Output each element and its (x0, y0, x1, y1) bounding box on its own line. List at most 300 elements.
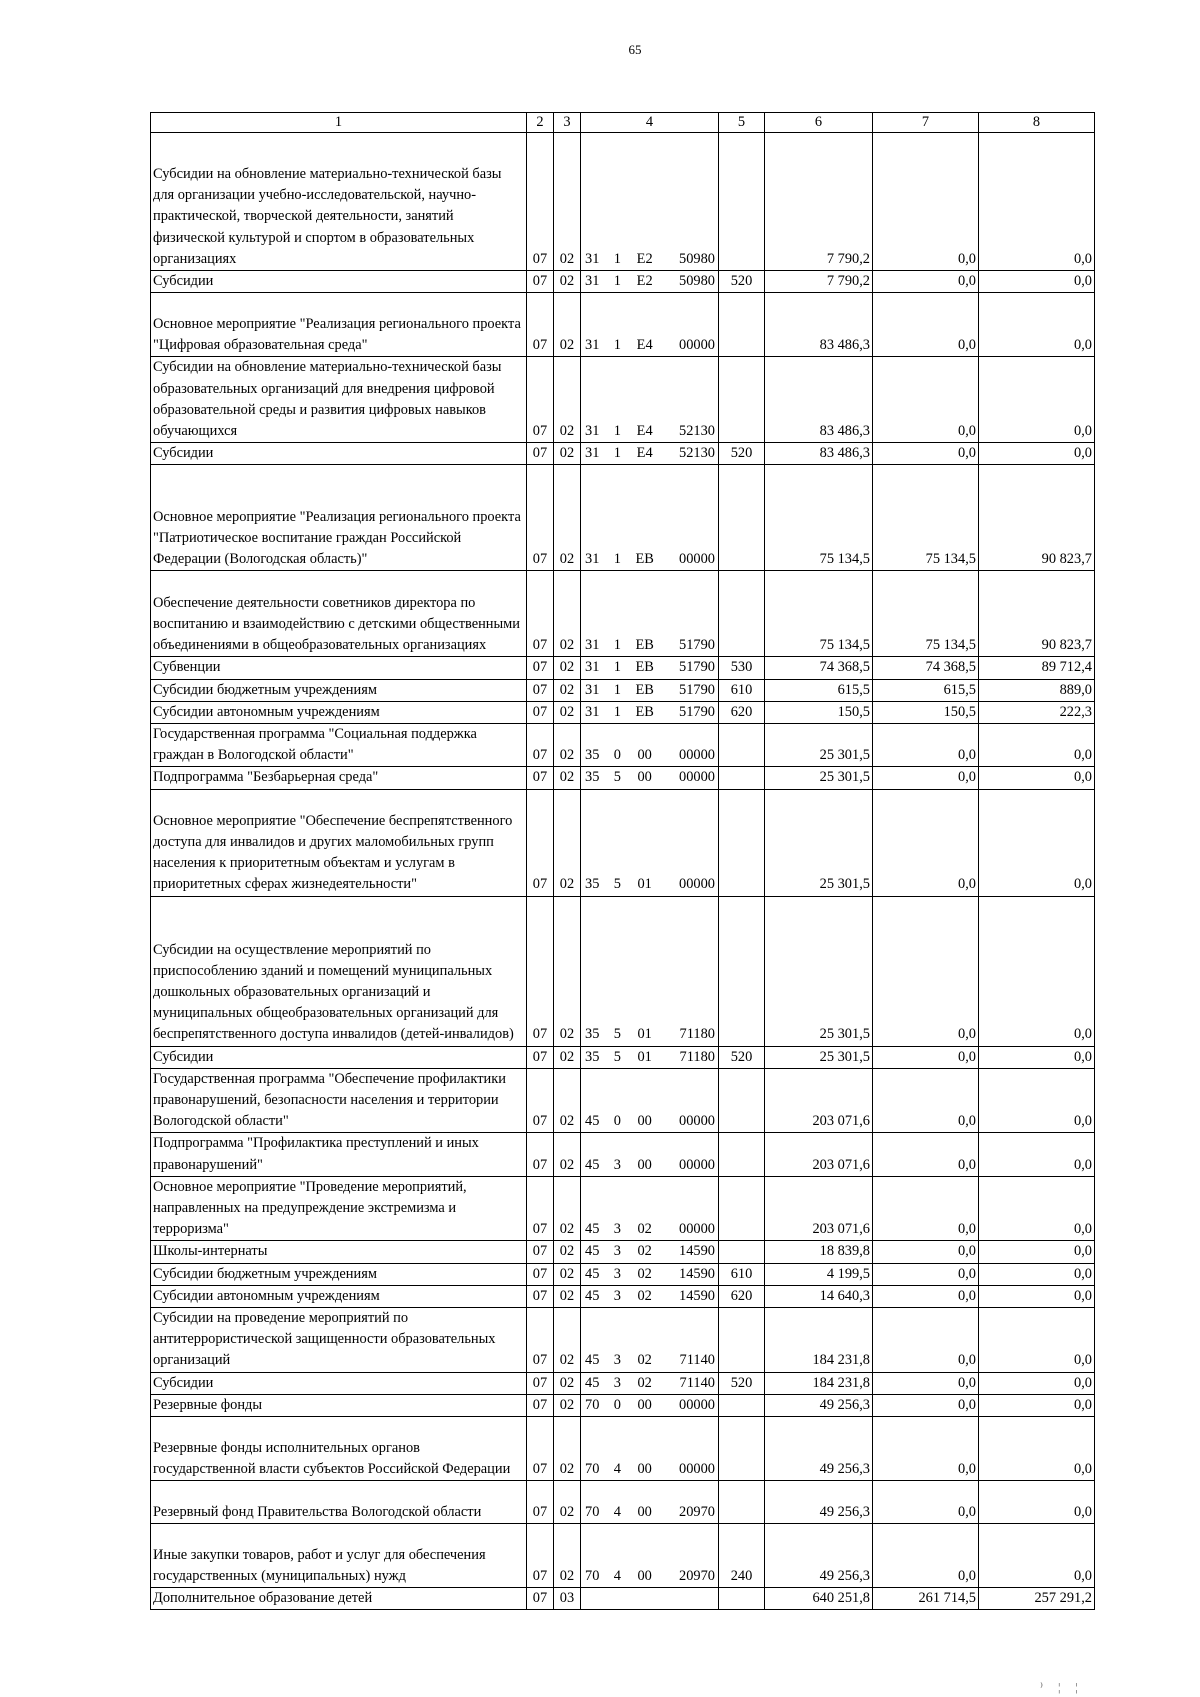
code-part: 45 (585, 1265, 600, 1282)
section-code: 07 (527, 293, 554, 357)
code-part: 00000 (679, 876, 715, 893)
amount-year-2: 261 714,5 (873, 1588, 979, 1610)
code-part: E4 (636, 337, 653, 353)
table-row (151, 657, 1095, 679)
expense-type-code: 620 (719, 1285, 765, 1307)
amount-year-3: 89 712,4 (979, 657, 1095, 679)
expense-type-code (719, 724, 765, 767)
amount-year-3: 0,0 (979, 1372, 1095, 1394)
code-part: 3 (613, 1243, 621, 1260)
amount-year-2: 0,0 (873, 1046, 979, 1068)
code-part: 00000 (679, 747, 715, 764)
expense-type-code: 610 (719, 679, 765, 701)
amount-year-3: 0,0 (979, 1263, 1095, 1285)
expense-type-code (719, 767, 765, 789)
table-row (151, 679, 1095, 701)
section-code: 07 (527, 1588, 554, 1610)
code-part: 00 (637, 1396, 652, 1413)
amount-year-1: 49 256,3 (765, 1417, 873, 1481)
expense-type-code (719, 1133, 765, 1176)
amount-year-3: 0,0 (979, 1133, 1095, 1176)
section-code: 07 (527, 1285, 554, 1307)
target-article-code (581, 1372, 719, 1394)
amount-year-1: 75 134,5 (765, 571, 873, 657)
expense-type-code (719, 1481, 765, 1524)
amount-year-1: 150,5 (765, 701, 873, 723)
amount-year-2: 75 134,5 (873, 571, 979, 657)
target-article-code (581, 1176, 719, 1241)
amount-year-2: 75 134,5 (873, 465, 979, 571)
expense-type-code: 520 (719, 1372, 765, 1394)
table-row (151, 357, 1095, 443)
code-part: 1 (613, 250, 621, 267)
code-part: 45 (585, 1221, 600, 1238)
row-name: Школы-интернаты (151, 1241, 527, 1263)
row-name: Основное мероприятие "Обеспечение беспрепятственного доступа для инвалидов и других маломобильных групп населения к приоритетным объектам и услугам в приоритетных сферах жизнедеятельности" (151, 789, 527, 896)
amount-year-1: 25 301,5 (765, 1046, 873, 1068)
expense-type-code (719, 1394, 765, 1416)
amount-year-2: 0,0 (873, 1263, 979, 1285)
subsection-code: 02 (554, 1394, 581, 1416)
subsection-code: 03 (554, 1588, 581, 1610)
section-code: 07 (527, 1481, 554, 1524)
code-part: 3 (613, 1221, 621, 1238)
section-code: 07 (527, 1524, 554, 1588)
header-cell: 2 (527, 113, 554, 133)
code-part: 35 (585, 1026, 600, 1043)
expense-type-code (719, 1241, 765, 1263)
amount-year-1: 49 256,3 (765, 1524, 873, 1588)
code-part: 5 (613, 769, 621, 786)
section-code: 07 (527, 1308, 554, 1373)
row-name: Субсидии бюджетным учреждениям (151, 679, 527, 701)
amount-year-3: 0,0 (979, 1068, 1095, 1133)
code-part: 50980 (679, 273, 715, 289)
subsection-code: 02 (554, 1046, 581, 1068)
section-code: 07 (527, 1263, 554, 1285)
code-part: 31 (585, 337, 600, 353)
code-part: 20970 (679, 1567, 715, 1584)
target-article-code (581, 465, 719, 571)
amount-year-2: 0,0 (873, 1133, 979, 1176)
code-part: EB (635, 703, 654, 720)
code-part: 31 (585, 445, 600, 462)
amount-year-1: 49 256,3 (765, 1481, 873, 1524)
table-row (151, 1068, 1095, 1133)
section-code: 07 (527, 443, 554, 465)
table-row (151, 1046, 1095, 1068)
code-part: 20970 (679, 1503, 715, 1520)
amount-year-3: 0,0 (979, 1241, 1095, 1263)
amount-year-2: 0,0 (873, 357, 979, 443)
expense-type-code (719, 1176, 765, 1241)
code-part: EB (635, 681, 654, 698)
amount-year-1: 7 790,2 (765, 271, 873, 293)
target-article-code (581, 679, 719, 701)
code-part: 5 (613, 1026, 621, 1043)
expense-type-code: 520 (719, 271, 765, 293)
subsection-code: 02 (554, 1133, 581, 1176)
expense-type-code (719, 293, 765, 357)
amount-year-2: 0,0 (873, 1394, 979, 1416)
expense-type-code (719, 571, 765, 657)
table-row (151, 271, 1095, 293)
code-part: 1 (613, 423, 621, 439)
code-part: 02 (637, 1352, 652, 1369)
code-part: 4 (613, 1567, 621, 1584)
amount-year-3: 90 823,7 (979, 571, 1095, 657)
code-part: 31 (585, 250, 600, 267)
expense-type-code: 610 (719, 1263, 765, 1285)
code-part: 45 (585, 1374, 600, 1391)
table-row (151, 571, 1095, 657)
amount-year-1: 184 231,8 (765, 1372, 873, 1394)
target-article-code (581, 271, 719, 293)
table-row (151, 701, 1095, 723)
section-code: 07 (527, 1133, 554, 1176)
code-part: 45 (585, 1156, 600, 1173)
code-part: 51790 (679, 659, 715, 676)
code-part: 02 (637, 1265, 652, 1282)
row-name: Иные закупки товаров, работ и услуг для обеспечения государственных (муниципальных) нужд (151, 1524, 527, 1588)
subsection-code: 02 (554, 1241, 581, 1263)
section-code: 07 (527, 271, 554, 293)
section-code: 07 (527, 1176, 554, 1241)
section-code: 07 (527, 896, 554, 1046)
code-part: 31 (585, 659, 600, 676)
target-article-code (581, 1133, 719, 1176)
section-code: 07 (527, 1372, 554, 1394)
amount-year-1: 25 301,5 (765, 896, 873, 1046)
code-part: 35 (585, 747, 600, 764)
code-part: 0 (613, 1113, 621, 1130)
subsection-code: 02 (554, 1524, 581, 1588)
amount-year-2: 0,0 (873, 133, 979, 271)
expense-type-code (719, 133, 765, 271)
code-part: 1 (613, 337, 621, 353)
code-part: 0 (613, 747, 621, 764)
subsection-code: 02 (554, 1285, 581, 1307)
section-code: 07 (527, 1394, 554, 1416)
code-part: EB (635, 659, 654, 676)
code-part: 00 (637, 1156, 652, 1173)
section-code: 07 (527, 1068, 554, 1133)
target-article-code (581, 571, 719, 657)
subsection-code: 02 (554, 1308, 581, 1373)
table-row (151, 465, 1095, 571)
amount-year-2: 0,0 (873, 293, 979, 357)
amount-year-3: 0,0 (979, 443, 1095, 465)
target-article-code (581, 724, 719, 767)
section-code: 07 (527, 789, 554, 896)
row-name: Субсидии (151, 1372, 527, 1394)
amount-year-3: 0,0 (979, 1046, 1095, 1068)
subsection-code: 02 (554, 293, 581, 357)
row-name: Обеспечение деятельности советников директора по воспитанию и взаимодействию с детскими общественными объединениями в общеобразовательных организациях (151, 571, 527, 657)
subsection-code: 02 (554, 657, 581, 679)
amount-year-1: 4 199,5 (765, 1263, 873, 1285)
section-code: 07 (527, 1046, 554, 1068)
target-article-code (581, 789, 719, 896)
code-part: 1 (613, 551, 621, 568)
code-part: 01 (637, 1048, 652, 1065)
code-part: EB (635, 551, 654, 568)
code-part: 00 (637, 1503, 652, 1520)
expense-type-code: 620 (719, 701, 765, 723)
row-name: Основное мероприятие "Реализация регионального проекта "Цифровая образовательная среда" (151, 293, 527, 357)
code-part: 02 (637, 1243, 652, 1260)
amount-year-3: 0,0 (979, 357, 1095, 443)
amount-year-1: 7 790,2 (765, 133, 873, 271)
expense-type-code: 240 (719, 1524, 765, 1588)
code-part: 00000 (679, 1113, 715, 1130)
code-part: 71180 (679, 1026, 715, 1043)
row-name: Субвенции (151, 657, 527, 679)
amount-year-3: 222,3 (979, 701, 1095, 723)
expense-type-code: 520 (719, 443, 765, 465)
amount-year-1: 25 301,5 (765, 767, 873, 789)
subsection-code: 02 (554, 679, 581, 701)
code-part: 52130 (679, 445, 715, 462)
code-part: 0 (613, 1396, 621, 1413)
amount-year-3: 0,0 (979, 1308, 1095, 1373)
target-article-code (581, 767, 719, 789)
row-name: Субсидии на обновление материально-технической базы образовательных организаций для внедрения цифровой образовательной среды и развития цифровых навыков обучающихся (151, 357, 527, 443)
code-part: 31 (585, 423, 600, 439)
section-code: 07 (527, 133, 554, 271)
amount-year-2: 615,5 (873, 679, 979, 701)
table-row (151, 1133, 1095, 1176)
amount-year-1: 203 071,6 (765, 1068, 873, 1133)
subsection-code: 02 (554, 133, 581, 271)
code-part: 3 (613, 1265, 621, 1282)
amount-year-2: 0,0 (873, 443, 979, 465)
expense-type-code (719, 465, 765, 571)
target-article-code (581, 1417, 719, 1481)
code-part: 5 (613, 1048, 621, 1065)
row-name: Субсидии (151, 1046, 527, 1068)
amount-year-2: 0,0 (873, 1481, 979, 1524)
code-part: 01 (637, 1026, 652, 1043)
row-name: Дополнительное образование детей (151, 1588, 527, 1610)
code-part: 00000 (679, 1156, 715, 1173)
target-article-code (581, 443, 719, 465)
subsection-code: 02 (554, 1417, 581, 1481)
amount-year-2: 0,0 (873, 1417, 979, 1481)
target-article-code (581, 1241, 719, 1263)
code-part: 31 (585, 273, 600, 289)
amount-year-3: 0,0 (979, 896, 1095, 1046)
amount-year-2: 74 368,5 (873, 657, 979, 679)
code-part: 31 (585, 703, 600, 720)
table-row (151, 1524, 1095, 1588)
subsection-code: 02 (554, 724, 581, 767)
expense-type-code (719, 357, 765, 443)
target-article-code (581, 657, 719, 679)
code-part: 14590 (679, 1243, 715, 1260)
amount-year-1: 83 486,3 (765, 443, 873, 465)
table-row (151, 1588, 1095, 1610)
code-part: 1 (613, 659, 621, 676)
code-part: E2 (636, 273, 653, 289)
amount-year-3: 0,0 (979, 1176, 1095, 1241)
code-part: 00000 (679, 551, 715, 568)
code-part: 70 (585, 1396, 600, 1413)
target-article-code (581, 1308, 719, 1373)
table-row (151, 767, 1095, 789)
subsection-code: 02 (554, 1481, 581, 1524)
code-part: 00 (637, 747, 652, 764)
code-part: 00 (637, 1567, 652, 1584)
code-part: 00000 (679, 769, 715, 786)
amount-year-2: 0,0 (873, 1308, 979, 1373)
row-name: Государственная программа "Социальная поддержка граждан в Вологодской области" (151, 724, 527, 767)
section-code: 07 (527, 657, 554, 679)
table-row (151, 1241, 1095, 1263)
amount-year-1: 184 231,8 (765, 1308, 873, 1373)
code-part: 1 (613, 681, 621, 698)
code-part: 71140 (679, 1374, 715, 1391)
amount-year-3: 0,0 (979, 133, 1095, 271)
subsection-code: 02 (554, 789, 581, 896)
amount-year-1: 49 256,3 (765, 1394, 873, 1416)
target-article-code (581, 1263, 719, 1285)
amount-year-1: 25 301,5 (765, 724, 873, 767)
code-part: 45 (585, 1243, 600, 1260)
row-name: Основное мероприятие "Проведение мероприятий, направленных на предупреждение экстремизма и терроризма" (151, 1176, 527, 1241)
subsection-code: 02 (554, 1372, 581, 1394)
code-part: 01 (637, 876, 652, 893)
section-code: 07 (527, 701, 554, 723)
expense-type-code (719, 1417, 765, 1481)
table-row (151, 1176, 1095, 1241)
amount-year-1: 14 640,3 (765, 1285, 873, 1307)
table-row (151, 1285, 1095, 1307)
code-part: 3 (613, 1374, 621, 1391)
section-code: 07 (527, 1417, 554, 1481)
row-name: Субсидии автономным учреждениям (151, 701, 527, 723)
code-part: 71140 (679, 1352, 715, 1369)
target-article-code (581, 133, 719, 271)
target-article-code (581, 1481, 719, 1524)
table-row (151, 443, 1095, 465)
table-header-row (151, 113, 1095, 133)
code-part: 3 (613, 1287, 621, 1304)
subsection-code: 02 (554, 465, 581, 571)
table-row (151, 293, 1095, 357)
code-part: 02 (637, 1374, 652, 1391)
code-part: 00 (637, 1113, 652, 1130)
table-row (151, 1417, 1095, 1481)
code-part: 35 (585, 1048, 600, 1065)
code-part: E4 (636, 423, 653, 439)
code-part: 45 (585, 1352, 600, 1369)
code-part: 3 (613, 1352, 621, 1369)
section-code: 07 (527, 1241, 554, 1263)
table-row (151, 896, 1095, 1046)
amount-year-2: 0,0 (873, 1285, 979, 1307)
amount-year-3: 0,0 (979, 1285, 1095, 1307)
header-cell: 8 (979, 113, 1095, 133)
row-name: Резервный фонд Правительства Вологодской области (151, 1481, 527, 1524)
code-part: 00000 (679, 1396, 715, 1413)
code-part: 31 (585, 681, 600, 698)
amount-year-2: 0,0 (873, 271, 979, 293)
code-part: 4 (613, 1460, 621, 1477)
expense-type-code (719, 789, 765, 896)
table-row (151, 724, 1095, 767)
amount-year-3: 0,0 (979, 767, 1095, 789)
code-part: 45 (585, 1287, 600, 1304)
target-article-code (581, 1588, 719, 1610)
amount-year-1: 75 134,5 (765, 465, 873, 571)
expense-type-code: 520 (719, 1046, 765, 1068)
amount-year-3: 0,0 (979, 724, 1095, 767)
code-part: 45 (585, 1113, 600, 1130)
amount-year-3: 889,0 (979, 679, 1095, 701)
amount-year-3: 0,0 (979, 293, 1095, 357)
code-part: 52130 (679, 423, 715, 439)
page-number: 65 (628, 42, 642, 57)
amount-year-1: 615,5 (765, 679, 873, 701)
amount-year-1: 18 839,8 (765, 1241, 873, 1263)
target-article-code (581, 1285, 719, 1307)
code-part: E4 (636, 445, 653, 462)
amount-year-2: 150,5 (873, 701, 979, 723)
amount-year-1: 74 368,5 (765, 657, 873, 679)
code-part: 51790 (679, 637, 715, 654)
amount-year-2: 0,0 (873, 1241, 979, 1263)
amount-year-2: 0,0 (873, 767, 979, 789)
expense-type-code (719, 1068, 765, 1133)
subsection-code: 02 (554, 571, 581, 657)
subsection-code: 02 (554, 357, 581, 443)
section-code: 07 (527, 571, 554, 657)
code-part: 02 (637, 1287, 652, 1304)
row-name: Субсидии бюджетным учреждениям (151, 1263, 527, 1285)
target-article-code (581, 1068, 719, 1133)
target-article-code (581, 293, 719, 357)
code-part: 70 (585, 1567, 600, 1584)
subsection-code: 02 (554, 896, 581, 1046)
code-part: 35 (585, 876, 600, 893)
amount-year-1: 203 071,6 (765, 1176, 873, 1241)
section-code: 07 (527, 679, 554, 701)
table-row (151, 1308, 1095, 1373)
table-row (151, 1372, 1095, 1394)
amount-year-2: 0,0 (873, 896, 979, 1046)
amount-year-2: 0,0 (873, 724, 979, 767)
code-part: 1 (613, 273, 621, 289)
subsection-code: 02 (554, 1263, 581, 1285)
amount-year-1: 203 071,6 (765, 1133, 873, 1176)
amount-year-1: 83 486,3 (765, 357, 873, 443)
row-name: Субсидии на осуществление мероприятий по приспособлению зданий и помещений муниципальных дошкольных образовательных организаций и муниципальных общеобразовательных организаций для беспрепятственного доступа инвалидов (детей-инвалидов) (151, 896, 527, 1046)
expense-type-code (719, 896, 765, 1046)
amount-year-3: 90 823,7 (979, 465, 1095, 571)
code-part: 51790 (679, 703, 715, 720)
code-part: 14590 (679, 1287, 715, 1304)
subsection-code: 02 (554, 1176, 581, 1241)
amount-year-2: 0,0 (873, 1372, 979, 1394)
expense-type-code: 530 (719, 657, 765, 679)
amount-year-1: 640 251,8 (765, 1588, 873, 1610)
amount-year-2: 0,0 (873, 1524, 979, 1588)
amount-year-3: 0,0 (979, 271, 1095, 293)
table-row (151, 133, 1095, 271)
amount-year-2: 0,0 (873, 1176, 979, 1241)
code-part: 14590 (679, 1265, 715, 1282)
